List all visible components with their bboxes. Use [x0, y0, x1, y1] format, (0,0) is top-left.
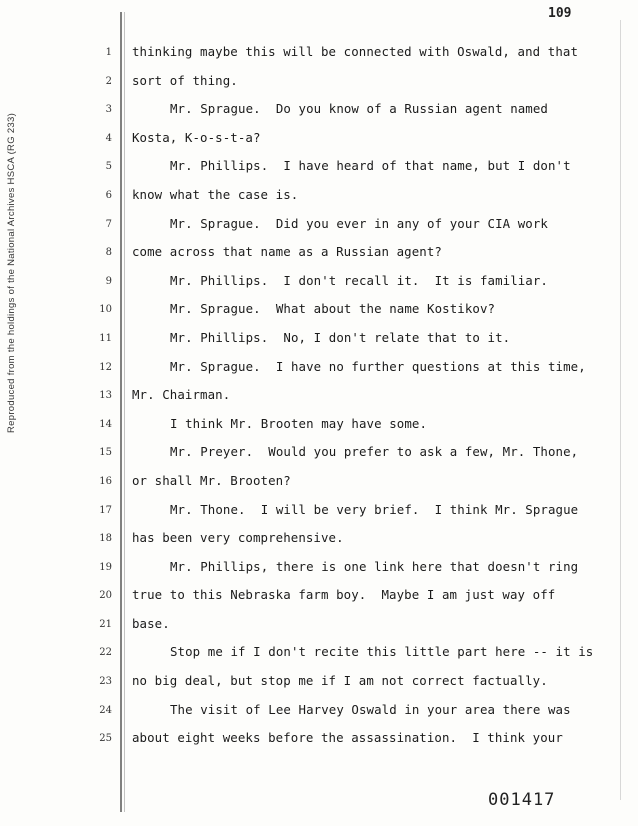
- line-number: 17: [99, 504, 112, 516]
- line-text: The visit of Lee Harvey Oswald in your area there was: [170, 701, 571, 717]
- line-number: 21: [99, 618, 112, 630]
- transcript-lines: [0, 43, 638, 758]
- line-text: or shall Mr. Brooten?: [132, 472, 291, 488]
- transcript-line: [0, 43, 638, 72]
- line-text: Mr. Sprague. Did you ever in any of your CIA work: [170, 215, 548, 231]
- line-text: come across that name as a Russian agent?: [132, 244, 442, 260]
- line-number: 25: [99, 733, 112, 745]
- transcript-line: [0, 329, 638, 358]
- line-text: Mr. Sprague. What about the name Kostikov?: [170, 301, 496, 317]
- line-number: 15: [99, 447, 112, 459]
- transcript-line: [0, 701, 638, 730]
- transcript-line: [0, 243, 638, 272]
- transcript-line: [0, 415, 638, 444]
- transcript-line: [0, 615, 638, 644]
- line-text: I think Mr. Brooten may have some.: [170, 415, 428, 431]
- line-text: Mr. Phillips. No, I don't relate that to it.: [170, 329, 511, 345]
- line-number: 10: [99, 304, 112, 316]
- line-number: 6: [105, 189, 112, 201]
- line-number: 4: [105, 132, 112, 144]
- line-number: 5: [105, 161, 112, 173]
- line-text: has been very comprehensive.: [132, 530, 344, 546]
- transcript-line: [0, 186, 638, 215]
- line-number: 3: [105, 104, 112, 116]
- line-text: Mr. Sprague. I have no further questions at this time,: [170, 358, 586, 374]
- line-text: base.: [132, 615, 170, 631]
- line-text: Stop me if I don't recite this little part here -- it is: [170, 644, 594, 660]
- transcript-line: [0, 72, 638, 101]
- line-number: 16: [99, 475, 112, 487]
- line-text: Mr. Phillips. I have heard of that name, but I don't: [170, 158, 571, 174]
- line-text: Mr. Phillips. I don't recall it. It is familiar.: [170, 272, 548, 288]
- archive-stamp: Reproduced from the holdings of the National Archives HSCA (RG 233): [6, 112, 17, 434]
- line-text: Kosta, K-o-s-t-a?: [132, 129, 261, 145]
- line-number: 22: [99, 647, 112, 659]
- transcript-line: [0, 129, 638, 158]
- transcript-line: [0, 729, 638, 758]
- line-text: sort of thing.: [132, 72, 238, 88]
- transcript-line: [0, 157, 638, 186]
- line-number: 7: [105, 218, 112, 230]
- line-text: Mr. Chairman.: [132, 387, 231, 403]
- transcript-line: [0, 672, 638, 701]
- transcript-line: [0, 472, 638, 501]
- line-number: 11: [99, 332, 112, 344]
- line-text: Mr. Phillips, there is one link here that doesn't ring: [170, 558, 579, 574]
- document-id-stamp: 001417: [488, 790, 556, 810]
- line-number: 12: [99, 361, 112, 373]
- transcript-line: [0, 386, 638, 415]
- transcript-line: [0, 643, 638, 672]
- line-number: 23: [99, 676, 112, 688]
- line-text: Mr. Sprague. Do you know of a Russian agent named: [170, 101, 548, 117]
- transcript-line: [0, 443, 638, 472]
- line-number: 19: [99, 561, 112, 573]
- line-number: 13: [99, 390, 112, 402]
- line-text: no big deal, but stop me if I am not correct factually.: [132, 673, 548, 689]
- line-number: 20: [99, 590, 112, 602]
- page-number: 109: [548, 6, 572, 21]
- line-number: 9: [105, 275, 112, 287]
- line-text: know what the case is.: [132, 186, 299, 202]
- line-text: true to this Nebraska farm boy. Maybe I am just way off: [132, 587, 556, 603]
- transcript-line: [0, 501, 638, 530]
- transcript-line: [0, 300, 638, 329]
- line-text: Mr. Preyer. Would you prefer to ask a few, Mr. Thone,: [170, 444, 579, 460]
- transcript-line: [0, 215, 638, 244]
- line-number: 2: [105, 75, 112, 87]
- line-number: 1: [105, 47, 112, 58]
- transcript-line: [0, 358, 638, 387]
- line-number: 24: [99, 704, 112, 716]
- transcript-line: [0, 272, 638, 301]
- transcript-line: [0, 586, 638, 615]
- transcript-line: [0, 529, 638, 558]
- line-text: Mr. Thone. I will be very brief. I think Mr. Sprague: [170, 501, 579, 517]
- line-number: 8: [105, 247, 112, 259]
- transcript-line: [0, 558, 638, 587]
- line-text: about eight weeks before the assassination. I think your: [132, 730, 563, 746]
- transcript-line: [0, 100, 638, 129]
- line-text: thinking maybe this will be connected with Oswald, and that: [132, 44, 579, 59]
- line-number: 18: [99, 533, 112, 545]
- line-number: 14: [99, 418, 112, 430]
